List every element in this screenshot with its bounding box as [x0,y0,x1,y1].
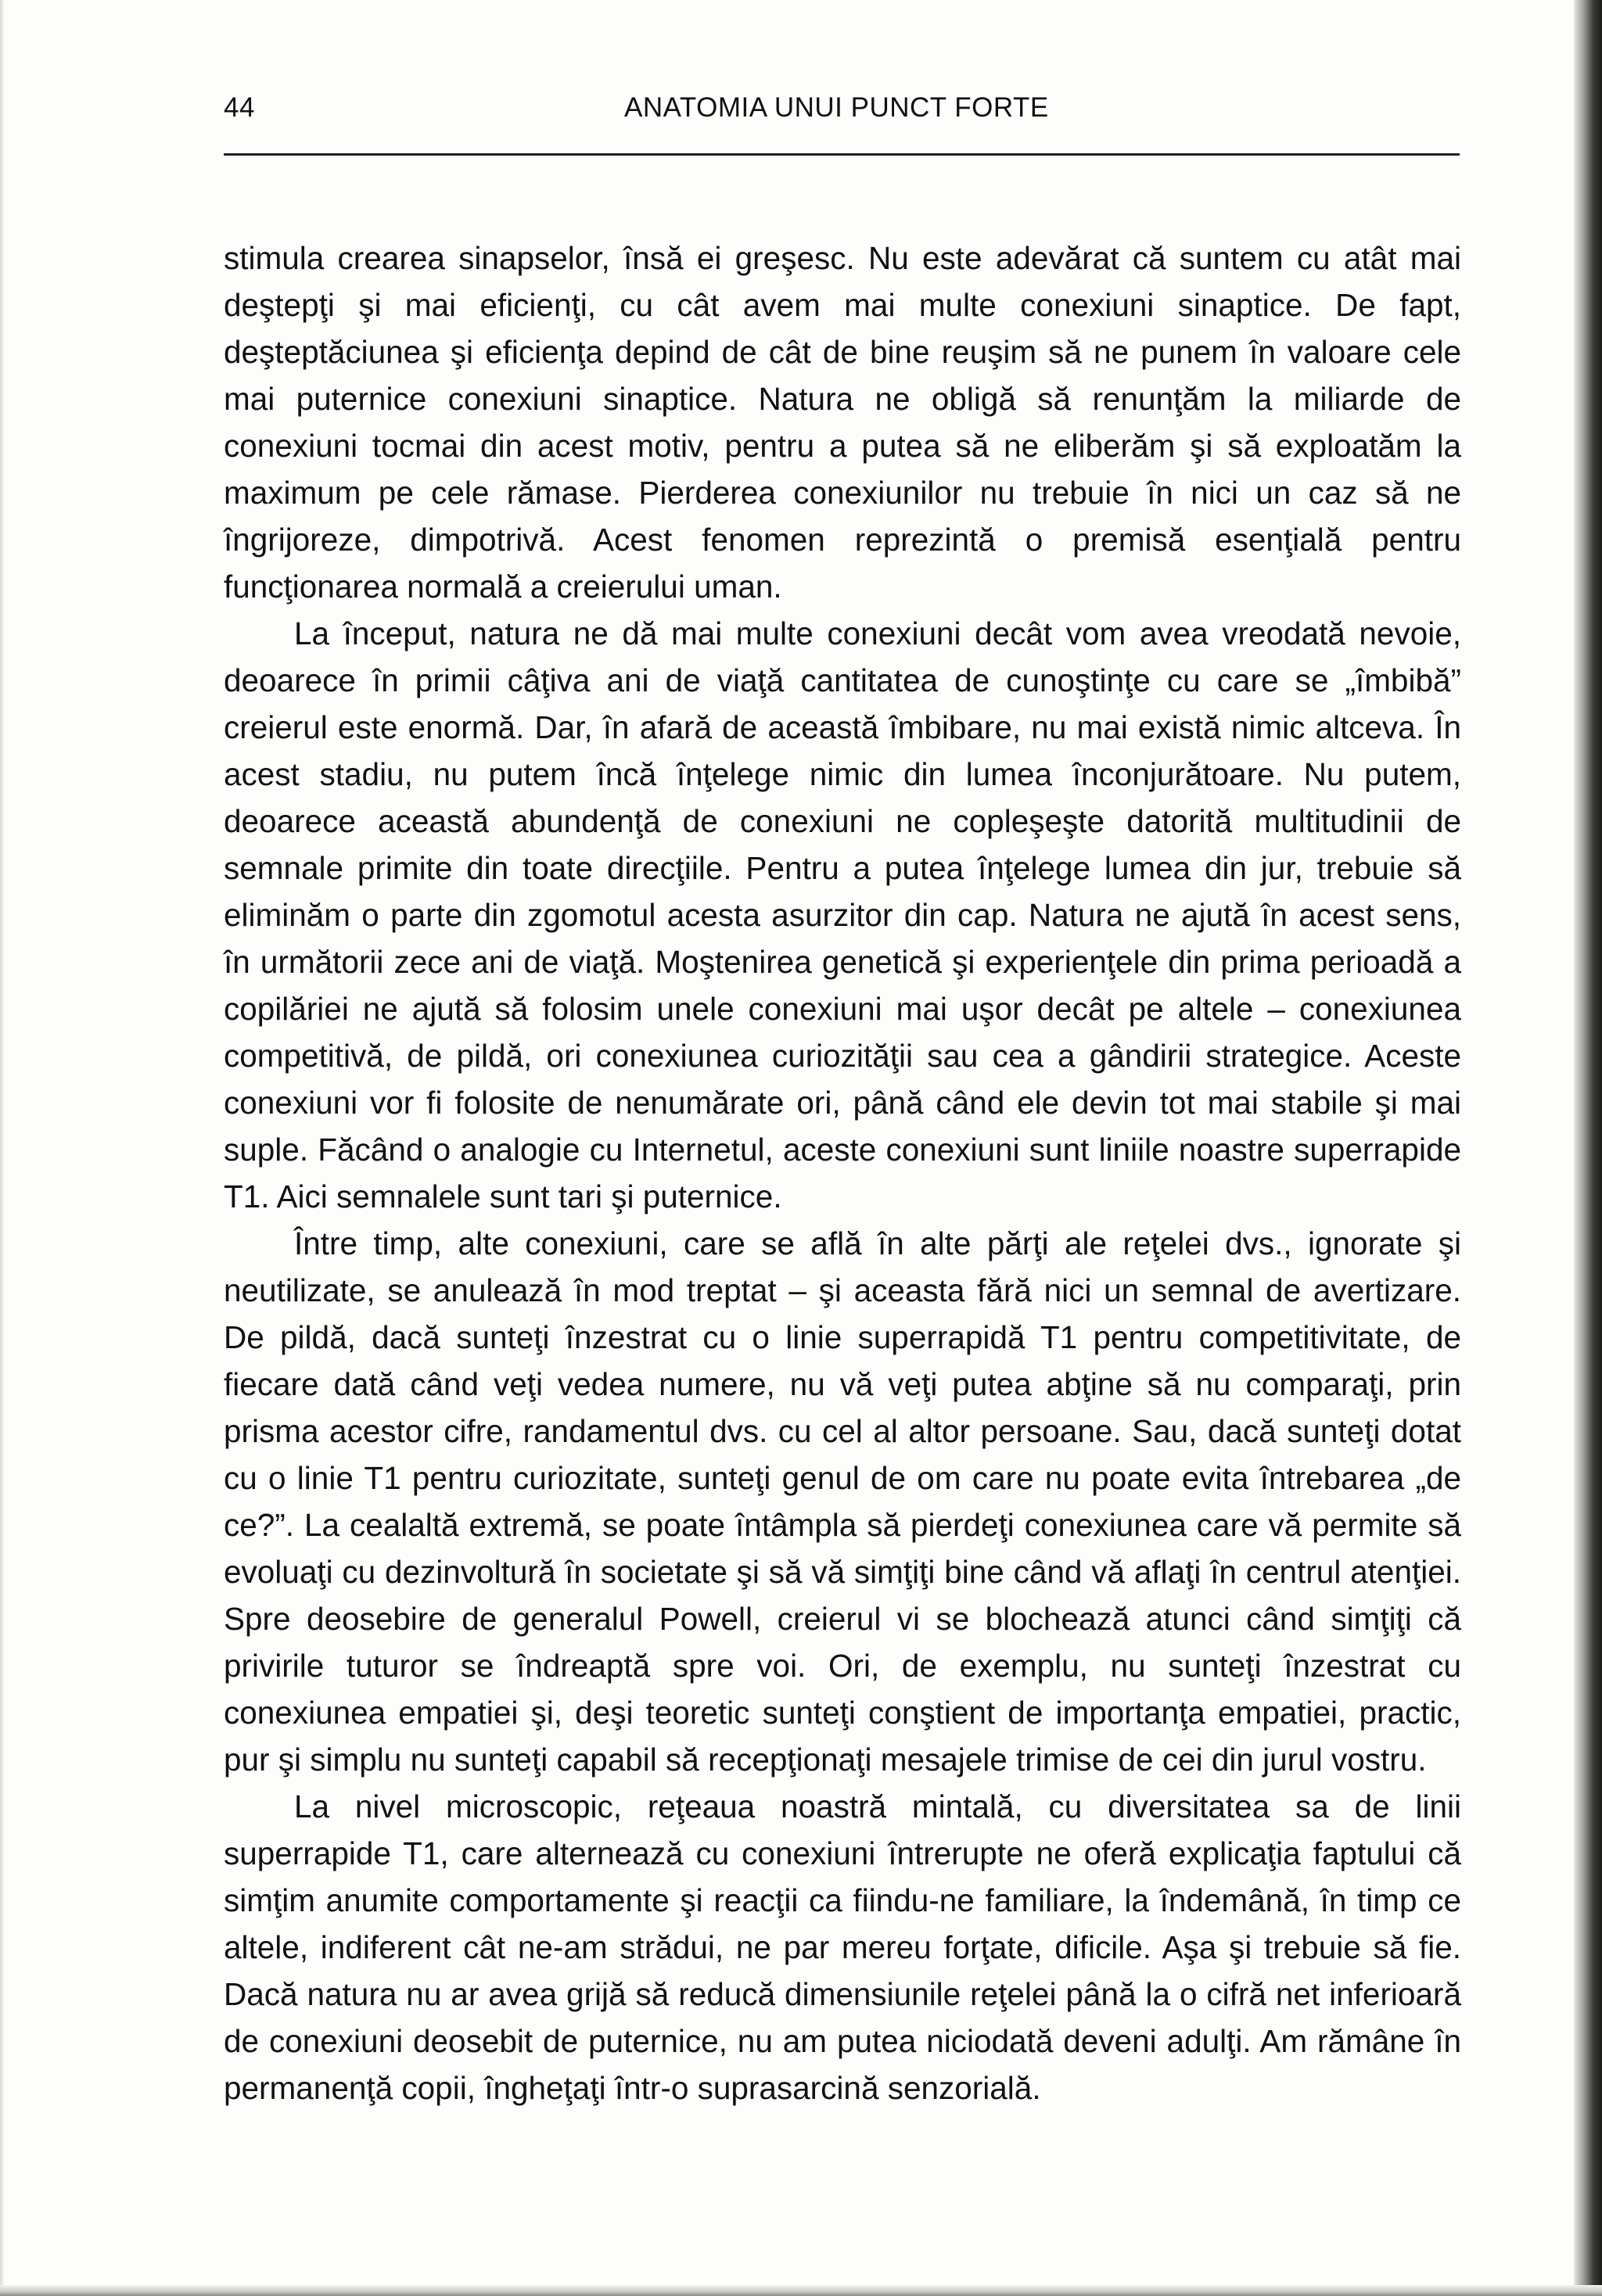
page-number: 44 [224,92,255,123]
running-title: ANATOMIA UNUI PUNCT FORTE [624,92,1049,123]
header-rule [224,153,1460,156]
paragraph: Între timp, alte conexiuni, care se află în alte părţi ale reţelei dvs., ignorate şi neutilizate, se anulează în mod treptat – şi aceasta fără nici un semnal de avertizare. De pildă, dacă sunteţi înzestrat cu o linie superrapidă T1 pentru competitivitate, de fiecare dată când veţi vedea numere, nu vă veţi putea abţine să nu comparaţi, prin prisma acestor cifre, randamentul dvs. cu cel al altor persoane. Sau, dacă sunteţi dotat cu o linie T1 pentru curiozitate, sunteţi genul de om care nu poate evita întrebarea „de ce?”. La cealaltă extremă, se poate întâmpla să pierdeţi conexiunea care vă permite să evoluaţi cu dezinvoltură în societate şi să vă simţiţi bine când vă aflaţi în centrul atenţiei. Spre deosebire de generalul Powell, creierul vi se blochează atunci când simţiţi că privirile tuturor se îndreaptă spre voi. Ori, de exemplu, nu sunteţi înzestrat cu conexiunea empatiei şi, deşi teoretic sunteţi conştient de importanţa empatiei, practic, pur şi simplu nu sunteţi capabil să recepţionaţi mesajele trimise de cei din jurul vostru. [224,1225,1461,1778]
running-header [224,92,1460,133]
paragraph: La nivel microscopic, reţeaua noastră mintală, cu diversitatea sa de linii superrapide T1, care alternează cu conexiuni întrerupte ne oferă explicaţia faptului că simţim anumite comportamente şi reacţii ca fiindu-ne familiare, la îndemână, în timp ce altele, indiferent cât ne-am strădui, ne par mereu forţate, dificile. Aşa şi trebuie să fie. Dacă natura nu ar avea grijă să reducă dimensiunile reţelei până la o cifră net inferioară de conexiuni deosebit de puternice, nu am putea niciodată deveni adulţi. Am rămâne în permanenţă copii, îngheţaţi într-o suprasarcină senzorială. [224,1788,1461,2106]
scan-shadow-left [0,0,5,2296]
paragraph-continued: stimula crearea sinapselor, însă ei greşesc. Nu este adevărat că suntem cu atât mai deştepţi şi mai eficienţi, cu cât avem mai multe conexiuni sinaptice. De fapt, deşteptăciunea şi eficienţa depind de cât de bine reuşim să ne punem în valoare cele mai puternice conexiuni sinaptice. Natura ne obligă să renunţăm la miliarde de conexiuni tocmai din acest motiv, pentru a putea să ne eliberăm şi să exploatăm la maximum pe cele rămase. Pierderea conexiunilor nu trebuie în nici un caz să ne îngrijoreze, dimpotrivă. Acest fenomen reprezintă o premisă esenţială pentru funcţionarea normală a creierului uman. [224,240,1461,604]
paragraph: La început, natura ne dă mai multe conexiuni decât vom avea vreodată nevoie, deoarece în primii câţiva ani de viaţă cantitatea de cunoştinţe cu care se „îmbibă” creierul este enormă. Dar, în afară de această îmbibare, nu mai există nimic altceva. În acest stadiu, nu putem încă înţelege nimic din lumea înconjurătoare. Nu putem, deoarece această abundenţă de conexiuni ne copleşeşte datorită multitudinii de semnale primite din toate direcţiile. Pentru a putea înţelege lumea din jur, trebuie să eliminăm o parte din zgomotul acesta asurzitor din cap. Natura ne ajută în acest sens, în următorii zece ani de viaţă. Moştenirea genetică şi experienţele din prima perioadă a copilăriei ne ajută să folosim unele conexiuni mai uşor decât pe altele – conexiunea competitivă, de pildă, ori conexiunea curiozităţii sau cea a gândirii strategice. Aceste conexiuni vor fi folosite de nenumărate ori, până când ele devin tot mai stabile şi mai suple. Făcând o analogie cu Internetul, aceste conexiuni sunt liniile noastre superrapide T1. Aici semnalele sunt tari şi puternice. [224,615,1461,1214]
scan-shadow-right [1574,0,1602,2296]
body-text [224,235,1461,2111]
scan-shadow-bottom [0,2285,1602,2296]
